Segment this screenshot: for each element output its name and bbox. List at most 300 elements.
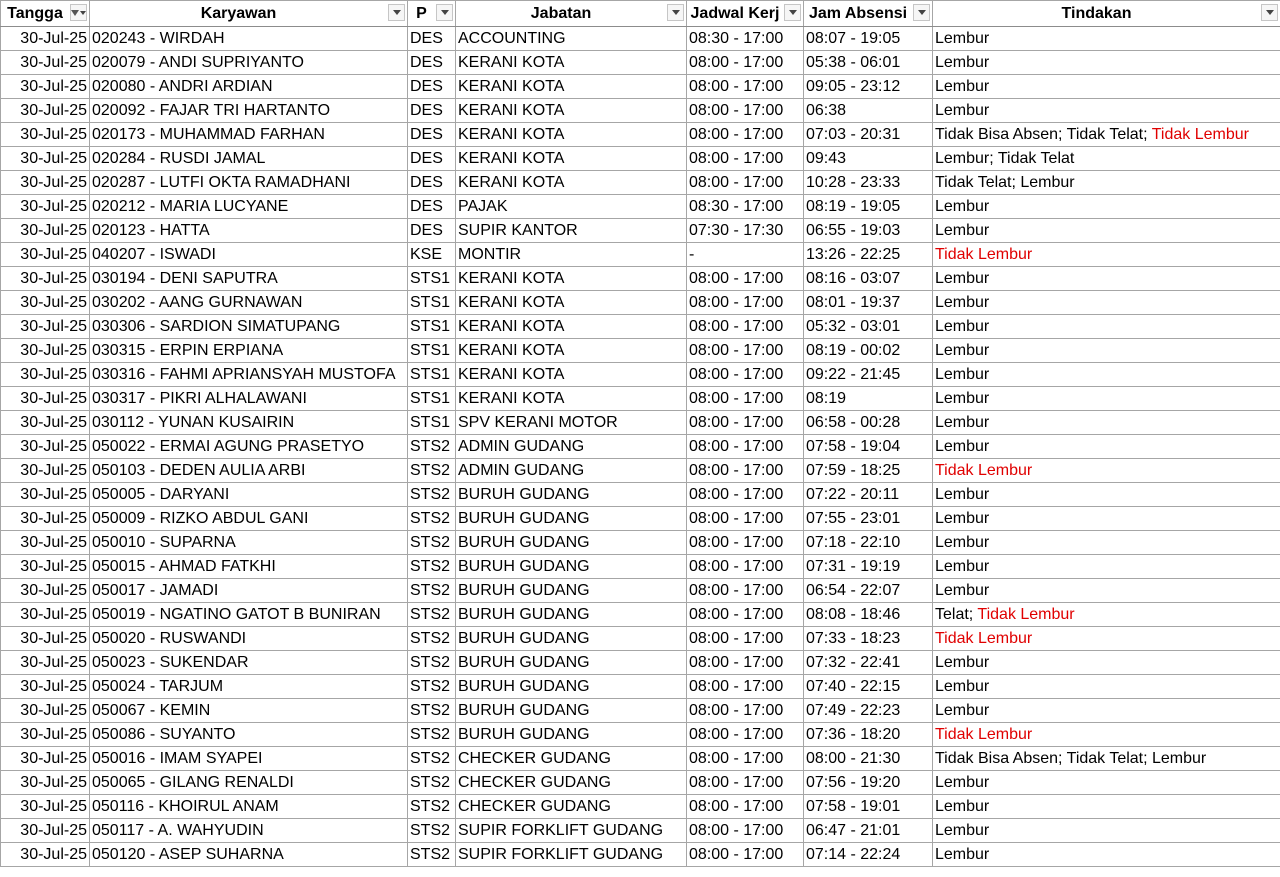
cell-karyawan[interactable]: 050017 - JAMADI (90, 579, 408, 603)
cell-tindakan[interactable] (933, 771, 1280, 795)
cell-jabatan[interactable]: SUPIR FORKLIFT GUDANG (456, 843, 687, 867)
cell-absensi[interactable]: 13:26 - 22:25 (804, 243, 933, 267)
cell-jadwal[interactable]: 08:00 - 17:00 (687, 531, 804, 555)
cell-karyawan[interactable]: 030194 - DENI SAPUTRA (90, 267, 408, 291)
cell-jabatan[interactable]: BURUH GUDANG (456, 651, 687, 675)
cell-pt[interactable]: STS2 (408, 699, 456, 723)
cell-tindakan[interactable] (933, 819, 1280, 843)
cell-jadwal[interactable]: 08:00 - 17:00 (687, 747, 804, 771)
cell-tindakan[interactable] (933, 51, 1280, 75)
cell-jabatan[interactable]: BURUH GUDANG (456, 723, 687, 747)
cell-jadwal[interactable]: 08:00 - 17:00 (687, 387, 804, 411)
cell-tindakan[interactable] (933, 171, 1280, 195)
column-header-label: Tindakan (1061, 5, 1132, 22)
cell-jadwal[interactable]: 08:30 - 17:00 (687, 27, 804, 51)
tindakan-text: Lembur (935, 774, 990, 791)
cell-jabatan[interactable]: CHECKER GUDANG (456, 795, 687, 819)
tindakan-alert-text: Tidak Lembur (935, 246, 1033, 263)
cell-tanggal[interactable]: 30-Jul-25 (1, 507, 90, 531)
cell-karyawan[interactable]: 050015 - AHMAD FATKHI (90, 555, 408, 579)
cell-pt[interactable]: STS2 (408, 579, 456, 603)
cell-jabatan[interactable]: MONTIR (456, 243, 687, 267)
table-row (1, 675, 1280, 699)
cell-tindakan[interactable] (933, 699, 1280, 723)
cell-jadwal[interactable]: 08:00 - 17:00 (687, 171, 804, 195)
cell-jabatan[interactable]: KERANI KOTA (456, 99, 687, 123)
cell-absensi[interactable]: 09:43 (804, 147, 933, 171)
cell-karyawan[interactable]: 050103 - DEDEN AULIA ARBI (90, 459, 408, 483)
column-header-absensi (804, 1, 933, 27)
cell-tanggal[interactable]: 30-Jul-25 (1, 651, 90, 675)
cell-tanggal[interactable]: 30-Jul-25 (1, 747, 90, 771)
cell-karyawan[interactable]: 020092 - FAJAR TRI HARTANTO (90, 99, 408, 123)
cell-jabatan[interactable]: BURUH GUDANG (456, 699, 687, 723)
column-header-label: Tangga (7, 5, 63, 22)
table-row (1, 243, 1280, 267)
cell-jabatan[interactable]: KERANI KOTA (456, 315, 687, 339)
cell-absensi[interactable]: 06:38 (804, 99, 933, 123)
cell-pt[interactable]: STS2 (408, 723, 456, 747)
cell-tindakan[interactable] (933, 291, 1280, 315)
cell-tanggal[interactable]: 30-Jul-25 (1, 435, 90, 459)
filter-active-icon[interactable] (70, 4, 87, 21)
cell-jadwal[interactable]: 08:00 - 17:00 (687, 315, 804, 339)
cell-pt[interactable]: STS1 (408, 411, 456, 435)
cell-tanggal[interactable]: 30-Jul-25 (1, 291, 90, 315)
cell-tindakan[interactable] (933, 795, 1280, 819)
cell-pt[interactable]: DES (408, 123, 456, 147)
chevron-down-icon (80, 11, 86, 15)
cell-jabatan[interactable]: BURUH GUDANG (456, 675, 687, 699)
cell-tindakan[interactable] (933, 507, 1280, 531)
column-header-karyawan (90, 1, 408, 27)
cell-tindakan[interactable] (933, 339, 1280, 363)
cell-tindakan[interactable] (933, 219, 1280, 243)
cell-jabatan[interactable]: KERANI KOTA (456, 291, 687, 315)
cell-karyawan[interactable]: 050120 - ASEP SUHARNA (90, 843, 408, 867)
cell-tindakan[interactable] (933, 843, 1280, 867)
tindakan-text: Telat; (935, 606, 978, 623)
cell-absensi[interactable]: 08:19 - 19:05 (804, 195, 933, 219)
table-body (1, 27, 1280, 867)
tindakan-text: Lembur (935, 654, 990, 671)
cell-tindakan[interactable] (933, 363, 1280, 387)
cell-absensi[interactable]: 05:32 - 03:01 (804, 315, 933, 339)
tindakan-text: Lembur (935, 798, 990, 815)
cell-jadwal[interactable]: 08:00 - 17:00 (687, 699, 804, 723)
cell-tindakan[interactable] (933, 75, 1280, 99)
cell-jadwal[interactable]: 08:00 - 17:00 (687, 507, 804, 531)
cell-jabatan[interactable]: KERANI KOTA (456, 75, 687, 99)
cell-pt[interactable]: DES (408, 147, 456, 171)
cell-jadwal[interactable]: 08:00 - 17:00 (687, 411, 804, 435)
tindakan-text: Lembur (935, 30, 990, 47)
cell-pt[interactable]: STS1 (408, 291, 456, 315)
tindakan-text: Lembur (935, 366, 990, 383)
tindakan-alert-text: Tidak Lembur (977, 606, 1075, 623)
cell-jabatan[interactable]: KERANI KOTA (456, 147, 687, 171)
cell-tindakan[interactable] (933, 267, 1280, 291)
cell-karyawan[interactable]: 030316 - FAHMI APRIANSYAH MUSTOFA (90, 363, 408, 387)
cell-pt[interactable]: STS2 (408, 603, 456, 627)
cell-tanggal[interactable]: 30-Jul-25 (1, 171, 90, 195)
cell-tindakan[interactable] (933, 243, 1280, 267)
cell-tindakan[interactable] (933, 531, 1280, 555)
filter-dropdown-icon[interactable] (1261, 4, 1278, 21)
cell-tindakan[interactable] (933, 603, 1280, 627)
cell-absensi[interactable]: 08:00 - 21:30 (804, 747, 933, 771)
table-row (1, 795, 1280, 819)
cell-pt[interactable]: DES (408, 195, 456, 219)
cell-karyawan[interactable]: 030112 - YUNAN KUSAIRIN (90, 411, 408, 435)
tindakan-text: Lembur (935, 342, 990, 359)
cell-pt[interactable]: STS2 (408, 771, 456, 795)
header-row (1, 1, 1280, 27)
cell-karyawan[interactable]: 020123 - HATTA (90, 219, 408, 243)
cell-jadwal[interactable]: 08:00 - 17:00 (687, 459, 804, 483)
cell-absensi[interactable]: 07:49 - 22:23 (804, 699, 933, 723)
cell-pt[interactable]: STS1 (408, 363, 456, 387)
cell-jadwal[interactable]: 08:30 - 17:00 (687, 195, 804, 219)
cell-absensi[interactable]: 10:28 - 23:33 (804, 171, 933, 195)
cell-tindakan[interactable] (933, 723, 1280, 747)
cell-tanggal[interactable]: 30-Jul-25 (1, 315, 90, 339)
cell-karyawan[interactable]: 050020 - RUSWANDI (90, 627, 408, 651)
cell-karyawan[interactable]: 050023 - SUKENDAR (90, 651, 408, 675)
cell-pt[interactable]: STS2 (408, 435, 456, 459)
cell-jadwal[interactable]: 08:00 - 17:00 (687, 603, 804, 627)
cell-pt[interactable]: STS2 (408, 459, 456, 483)
cell-pt[interactable]: STS1 (408, 339, 456, 363)
cell-pt[interactable]: DES (408, 171, 456, 195)
cell-pt[interactable]: STS1 (408, 267, 456, 291)
cell-pt[interactable]: DES (408, 219, 456, 243)
cell-tindakan[interactable] (933, 483, 1280, 507)
cell-pt[interactable]: STS2 (408, 531, 456, 555)
table-row (1, 603, 1280, 627)
cell-absensi[interactable]: 07:03 - 20:31 (804, 123, 933, 147)
cell-tindakan[interactable] (933, 675, 1280, 699)
cell-pt[interactable]: STS2 (408, 483, 456, 507)
cell-tanggal[interactable]: 30-Jul-25 (1, 27, 90, 51)
cell-tindakan[interactable] (933, 435, 1280, 459)
cell-tindakan[interactable] (933, 651, 1280, 675)
cell-jadwal[interactable]: 08:00 - 17:00 (687, 99, 804, 123)
cell-absensi[interactable]: 07:58 - 19:04 (804, 435, 933, 459)
filter-dropdown-icon[interactable] (913, 4, 930, 21)
tindakan-text: Lembur; Tidak Telat (935, 150, 1075, 167)
cell-karyawan[interactable]: 030317 - PIKRI ALHALAWANI (90, 387, 408, 411)
tindakan-text: Lembur (935, 702, 990, 719)
cell-tanggal[interactable]: 30-Jul-25 (1, 795, 90, 819)
cell-absensi[interactable]: 09:22 - 21:45 (804, 363, 933, 387)
cell-absensi[interactable]: 07:55 - 23:01 (804, 507, 933, 531)
cell-jabatan[interactable]: KERANI KOTA (456, 123, 687, 147)
cell-jadwal[interactable]: 08:00 - 17:00 (687, 843, 804, 867)
cell-jabatan[interactable]: KERANI KOTA (456, 339, 687, 363)
cell-jabatan[interactable]: SUPIR FORKLIFT GUDANG (456, 819, 687, 843)
cell-pt[interactable]: STS2 (408, 675, 456, 699)
cell-tindakan[interactable] (933, 27, 1280, 51)
tindakan-text: Lembur (935, 510, 990, 527)
cell-jadwal[interactable]: 08:00 - 17:00 (687, 723, 804, 747)
cell-tanggal[interactable]: 30-Jul-25 (1, 123, 90, 147)
cell-tanggal[interactable]: 30-Jul-25 (1, 411, 90, 435)
cell-tanggal[interactable]: 30-Jul-25 (1, 579, 90, 603)
cell-tanggal[interactable]: 30-Jul-25 (1, 531, 90, 555)
cell-absensi[interactable]: 08:07 - 19:05 (804, 27, 933, 51)
cell-jabatan[interactable]: BURUH GUDANG (456, 531, 687, 555)
cell-tindakan[interactable] (933, 411, 1280, 435)
tindakan-text: Lembur (935, 102, 990, 119)
cell-karyawan[interactable]: 050010 - SUPARNA (90, 531, 408, 555)
cell-tindakan[interactable] (933, 627, 1280, 651)
cell-karyawan[interactable]: 020079 - ANDI SUPRIYANTO (90, 51, 408, 75)
cell-jadwal[interactable]: 08:00 - 17:00 (687, 435, 804, 459)
cell-tanggal[interactable]: 30-Jul-25 (1, 627, 90, 651)
cell-pt[interactable]: STS2 (408, 555, 456, 579)
tindakan-text: Lembur (935, 222, 990, 239)
cell-karyawan[interactable]: 020284 - RUSDI JAMAL (90, 147, 408, 171)
cell-absensi[interactable]: 07:22 - 20:11 (804, 483, 933, 507)
cell-absensi[interactable]: 07:59 - 18:25 (804, 459, 933, 483)
column-header-tanggal (1, 1, 90, 27)
cell-absensi[interactable]: 07:14 - 22:24 (804, 843, 933, 867)
cell-absensi[interactable]: 06:58 - 00:28 (804, 411, 933, 435)
cell-jabatan[interactable]: BURUH GUDANG (456, 603, 687, 627)
cell-tindakan[interactable] (933, 459, 1280, 483)
cell-tanggal[interactable]: 30-Jul-25 (1, 675, 90, 699)
cell-absensi[interactable]: 08:19 - 00:02 (804, 339, 933, 363)
cell-jadwal[interactable]: 08:00 - 17:00 (687, 579, 804, 603)
cell-pt[interactable]: STS2 (408, 651, 456, 675)
column-header-jadwal (687, 1, 804, 27)
cell-absensi[interactable]: 07:56 - 19:20 (804, 771, 933, 795)
cell-jadwal[interactable]: 08:00 - 17:00 (687, 627, 804, 651)
cell-absensi[interactable]: 08:16 - 03:07 (804, 267, 933, 291)
cell-jadwal[interactable]: 08:00 - 17:00 (687, 267, 804, 291)
cell-karyawan[interactable]: 030315 - ERPIN ERPIANA (90, 339, 408, 363)
cell-tanggal[interactable]: 30-Jul-25 (1, 51, 90, 75)
cell-absensi[interactable]: 07:33 - 18:23 (804, 627, 933, 651)
cell-absensi[interactable]: 08:08 - 18:46 (804, 603, 933, 627)
cell-tindakan[interactable] (933, 315, 1280, 339)
cell-absensi[interactable]: 08:01 - 19:37 (804, 291, 933, 315)
cell-tanggal[interactable]: 30-Jul-25 (1, 243, 90, 267)
cell-pt[interactable]: KSE (408, 243, 456, 267)
cell-tindakan[interactable] (933, 99, 1280, 123)
cell-karyawan[interactable]: 050022 - ERMAI AGUNG PRASETYO (90, 435, 408, 459)
column-header-tindakan (933, 1, 1280, 27)
cell-karyawan[interactable]: 050117 - A. WAHYUDIN (90, 819, 408, 843)
cell-tindakan[interactable] (933, 579, 1280, 603)
cell-absensi[interactable]: 07:36 - 18:20 (804, 723, 933, 747)
cell-tindakan[interactable] (933, 747, 1280, 771)
cell-absensi[interactable]: 07:31 - 19:19 (804, 555, 933, 579)
cell-jabatan[interactable]: KERANI KOTA (456, 171, 687, 195)
cell-tanggal[interactable]: 30-Jul-25 (1, 555, 90, 579)
cell-jadwal[interactable]: 08:00 - 17:00 (687, 651, 804, 675)
tindakan-text: Lembur (935, 846, 990, 863)
cell-tanggal[interactable]: 30-Jul-25 (1, 75, 90, 99)
chevron-down-icon (918, 10, 926, 15)
cell-tanggal[interactable]: 30-Jul-25 (1, 339, 90, 363)
tindakan-text: Lembur (935, 54, 990, 71)
cell-absensi[interactable]: 06:54 - 22:07 (804, 579, 933, 603)
cell-absensi[interactable]: 05:38 - 06:01 (804, 51, 933, 75)
cell-karyawan[interactable]: 050009 - RIZKO ABDUL GANI (90, 507, 408, 531)
cell-jabatan[interactable]: KERANI KOTA (456, 267, 687, 291)
cell-jadwal[interactable]: 08:00 - 17:00 (687, 75, 804, 99)
cell-karyawan[interactable]: 050067 - KEMIN (90, 699, 408, 723)
cell-tanggal[interactable]: 30-Jul-25 (1, 387, 90, 411)
cell-jabatan[interactable]: BURUH GUDANG (456, 579, 687, 603)
cell-pt[interactable]: DES (408, 75, 456, 99)
tindakan-text: Tidak Telat; Lembur (935, 174, 1075, 191)
cell-tanggal[interactable]: 30-Jul-25 (1, 267, 90, 291)
tindakan-alert-text: Tidak Lembur (935, 630, 1033, 647)
cell-pt[interactable]: STS2 (408, 507, 456, 531)
cell-jadwal[interactable]: 08:00 - 17:00 (687, 555, 804, 579)
cell-jabatan[interactable]: KERANI KOTA (456, 387, 687, 411)
cell-pt[interactable]: STS2 (408, 747, 456, 771)
cell-tanggal[interactable]: 30-Jul-25 (1, 459, 90, 483)
cell-jadwal[interactable]: 08:00 - 17:00 (687, 819, 804, 843)
cell-absensi[interactable]: 07:58 - 19:01 (804, 795, 933, 819)
cell-karyawan[interactable]: 020287 - LUTFI OKTA RAMADHANI (90, 171, 408, 195)
table-row (1, 579, 1280, 603)
column-header-pt (408, 1, 456, 27)
column-header-jabatan (456, 1, 687, 27)
cell-karyawan[interactable]: 020080 - ANDRI ARDIAN (90, 75, 408, 99)
chevron-down-icon (672, 10, 680, 15)
cell-tanggal[interactable]: 30-Jul-25 (1, 603, 90, 627)
column-header-label: Jabatan (530, 5, 592, 22)
cell-jabatan[interactable]: PAJAK (456, 195, 687, 219)
cell-tanggal[interactable]: 30-Jul-25 (1, 483, 90, 507)
cell-jadwal[interactable]: 08:00 - 17:00 (687, 675, 804, 699)
cell-pt[interactable]: STS2 (408, 627, 456, 651)
cell-jadwal[interactable]: 08:00 - 17:00 (687, 123, 804, 147)
table-row (1, 507, 1280, 531)
cell-pt[interactable]: STS1 (408, 387, 456, 411)
cell-pt[interactable]: STS1 (408, 315, 456, 339)
cell-jadwal[interactable]: - (687, 243, 804, 267)
cell-pt[interactable]: STS2 (408, 843, 456, 867)
cell-jabatan[interactable]: CHECKER GUDANG (456, 771, 687, 795)
cell-tindakan[interactable] (933, 195, 1280, 219)
cell-jabatan[interactable]: ADMIN GUDANG (456, 435, 687, 459)
cell-jabatan[interactable]: SPV KERANI MOTOR (456, 411, 687, 435)
cell-pt[interactable]: STS2 (408, 819, 456, 843)
cell-pt[interactable]: DES (408, 27, 456, 51)
cell-jabatan[interactable]: ACCOUNTING (456, 27, 687, 51)
table-row (1, 747, 1280, 771)
cell-jabatan[interactable]: ADMIN GUDANG (456, 459, 687, 483)
cell-karyawan[interactable]: 030202 - AANG GURNAWAN (90, 291, 408, 315)
cell-absensi[interactable]: 06:47 - 21:01 (804, 819, 933, 843)
cell-tanggal[interactable]: 30-Jul-25 (1, 363, 90, 387)
cell-tindakan[interactable] (933, 147, 1280, 171)
cell-tanggal[interactable]: 30-Jul-25 (1, 195, 90, 219)
tindakan-text: Lembur (935, 438, 990, 455)
cell-karyawan[interactable]: 020173 - MUHAMMAD FARHAN (90, 123, 408, 147)
cell-absensi[interactable]: 07:32 - 22:41 (804, 651, 933, 675)
filter-dropdown-icon[interactable] (436, 4, 453, 21)
cell-absensi[interactable]: 07:18 - 22:10 (804, 531, 933, 555)
cell-pt[interactable]: STS2 (408, 795, 456, 819)
chevron-down-icon (393, 10, 401, 15)
cell-jadwal[interactable]: 08:00 - 17:00 (687, 363, 804, 387)
cell-tindakan[interactable] (933, 387, 1280, 411)
cell-tanggal[interactable]: 30-Jul-25 (1, 99, 90, 123)
cell-jadwal[interactable]: 07:30 - 17:30 (687, 219, 804, 243)
table-row (1, 819, 1280, 843)
cell-pt[interactable]: DES (408, 51, 456, 75)
cell-tanggal[interactable]: 30-Jul-25 (1, 147, 90, 171)
cell-jadwal[interactable]: 08:00 - 17:00 (687, 291, 804, 315)
cell-karyawan[interactable]: 050019 - NGATINO GATOT B BUNIRAN (90, 603, 408, 627)
cell-jadwal[interactable]: 08:00 - 17:00 (687, 771, 804, 795)
cell-karyawan[interactable]: 020212 - MARIA LUCYANE (90, 195, 408, 219)
cell-jadwal[interactable]: 08:00 - 17:00 (687, 483, 804, 507)
filter-dropdown-icon[interactable] (784, 4, 801, 21)
cell-karyawan[interactable]: 050065 - GILANG RENALDI (90, 771, 408, 795)
cell-tanggal[interactable]: 30-Jul-25 (1, 819, 90, 843)
cell-jabatan[interactable]: SUPIR KANTOR (456, 219, 687, 243)
cell-karyawan[interactable]: 050016 - IMAM SYAPEI (90, 747, 408, 771)
cell-karyawan[interactable]: 030306 - SARDION SIMATUPANG (90, 315, 408, 339)
cell-jabatan[interactable]: BURUH GUDANG (456, 507, 687, 531)
cell-karyawan[interactable]: 020243 - WIRDAH (90, 27, 408, 51)
table-row (1, 651, 1280, 675)
cell-jabatan[interactable]: CHECKER GUDANG (456, 747, 687, 771)
filter-dropdown-icon[interactable] (388, 4, 405, 21)
cell-absensi[interactable]: 07:40 - 22:15 (804, 675, 933, 699)
cell-tanggal[interactable]: 30-Jul-25 (1, 699, 90, 723)
cell-pt[interactable]: DES (408, 99, 456, 123)
cell-tanggal[interactable]: 30-Jul-25 (1, 843, 90, 867)
cell-karyawan[interactable]: 050116 - KHOIRUL ANAM (90, 795, 408, 819)
cell-absensi[interactable]: 08:19 (804, 387, 933, 411)
cell-tanggal[interactable]: 30-Jul-25 (1, 771, 90, 795)
tindakan-text: Lembur (935, 198, 990, 215)
cell-karyawan[interactable]: 050024 - TARJUM (90, 675, 408, 699)
cell-tanggal[interactable]: 30-Jul-25 (1, 723, 90, 747)
table-row (1, 99, 1280, 123)
cell-tanggal[interactable]: 30-Jul-25 (1, 219, 90, 243)
cell-tindakan[interactable] (933, 555, 1280, 579)
cell-jadwal[interactable]: 08:00 - 17:00 (687, 339, 804, 363)
cell-absensi[interactable]: 06:55 - 19:03 (804, 219, 933, 243)
cell-karyawan[interactable]: 040207 - ISWADI (90, 243, 408, 267)
cell-jabatan[interactable]: BURUH GUDANG (456, 555, 687, 579)
cell-jabatan[interactable]: BURUH GUDANG (456, 627, 687, 651)
filter-dropdown-icon[interactable] (667, 4, 684, 21)
cell-jadwal[interactable]: 08:00 - 17:00 (687, 147, 804, 171)
column-header-label: Jam Absensi (808, 5, 908, 22)
chevron-down-icon (789, 10, 797, 15)
cell-jabatan[interactable]: BURUH GUDANG (456, 483, 687, 507)
cell-jabatan[interactable]: KERANI KOTA (456, 51, 687, 75)
cell-karyawan[interactable]: 050005 - DARYANI (90, 483, 408, 507)
cell-jabatan[interactable]: KERANI KOTA (456, 363, 687, 387)
cell-absensi[interactable]: 09:05 - 23:12 (804, 75, 933, 99)
cell-tindakan[interactable] (933, 123, 1280, 147)
cell-jadwal[interactable]: 08:00 - 17:00 (687, 795, 804, 819)
cell-jadwal[interactable]: 08:00 - 17:00 (687, 51, 804, 75)
cell-karyawan[interactable]: 050086 - SUYANTO (90, 723, 408, 747)
